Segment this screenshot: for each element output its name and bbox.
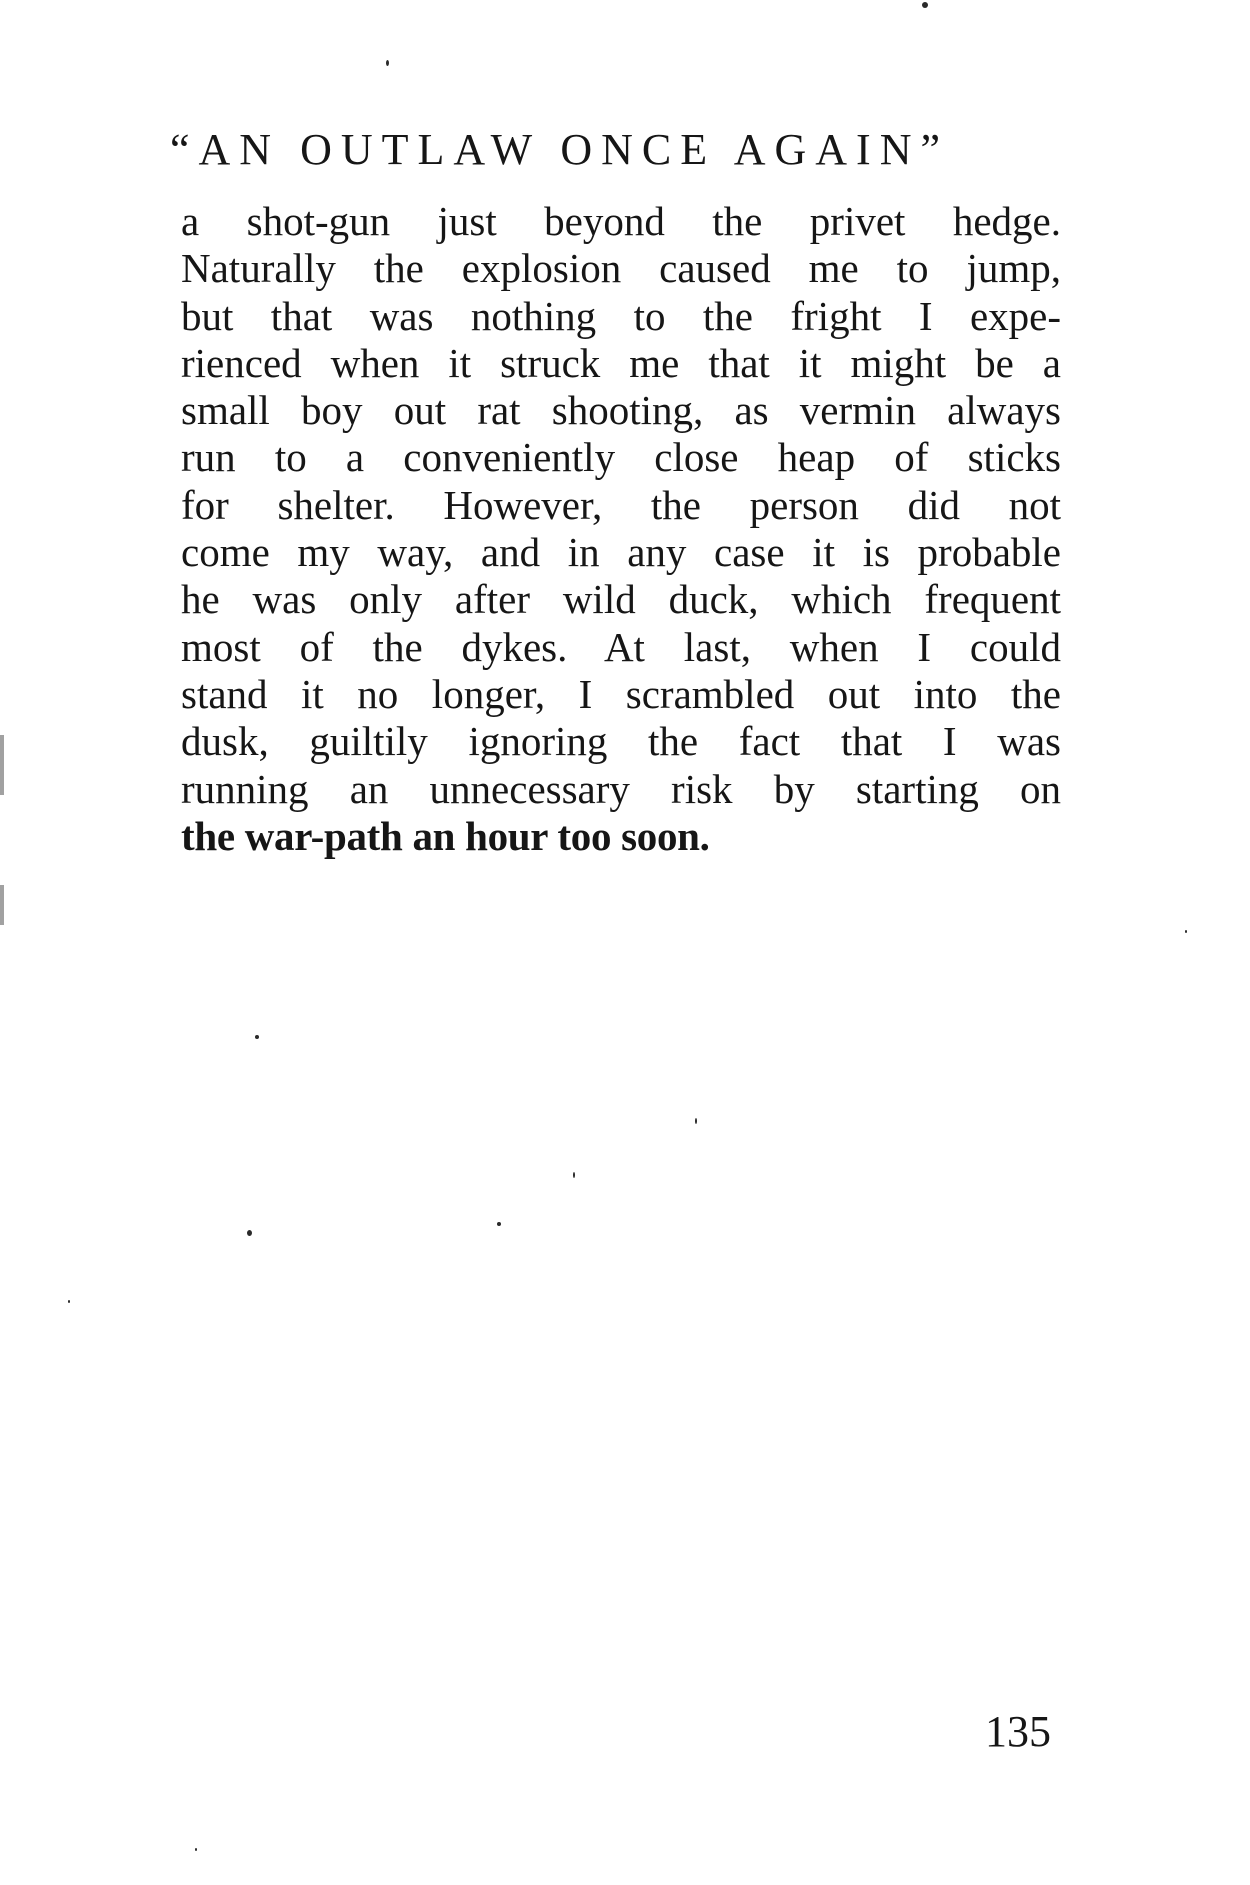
text-line: for shelter. However, the person did not — [181, 481, 1061, 528]
text-line-last: the war-path an hour too soon. — [181, 812, 710, 859]
scan-speck — [1185, 930, 1187, 933]
text-line: run to a conveniently close heap of sticks — [181, 434, 1061, 481]
scan-speck — [195, 1848, 197, 1851]
text-line: rienced when it struck me that it might be a — [181, 339, 1061, 386]
scan-speck — [695, 1118, 697, 1124]
page-number: 135 — [985, 1707, 1051, 1756]
text-line: dusk, guiltily ignoring the fact that I was — [181, 718, 1061, 765]
scan-speck — [68, 1300, 70, 1303]
scan-speck — [497, 1222, 501, 1226]
text-line: stand it no longer, I scrambled out into the — [181, 670, 1061, 717]
text-line: but that was nothing to the fright I expe- — [181, 292, 1061, 339]
text-line: he was only after wild duck, which frequent — [181, 576, 1061, 623]
body-text — [181, 198, 1061, 860]
scan-edge-mark — [0, 885, 4, 925]
scan-speck — [255, 1035, 259, 1039]
text-line: come my way, and in any case it is probable — [181, 529, 1061, 576]
text-line: running an unnecessary risk by starting on — [181, 765, 1061, 812]
scan-edge-mark — [0, 735, 4, 795]
scan-speck — [573, 1172, 575, 1178]
running-head: “AN OUTLAW ONCE AGAIN” — [170, 125, 950, 174]
text-line: small boy out rat shooting, as vermin always — [181, 387, 1061, 434]
scan-speck — [386, 60, 389, 66]
scan-speck — [247, 1230, 252, 1236]
text-line: most of the dykes. At last, when I could — [181, 623, 1061, 670]
text-line: Naturally the explosion caused me to jump, — [181, 245, 1061, 292]
text-line: a shot-gun just beyond the privet hedge. — [181, 198, 1061, 244]
scan-speck — [922, 2, 928, 8]
